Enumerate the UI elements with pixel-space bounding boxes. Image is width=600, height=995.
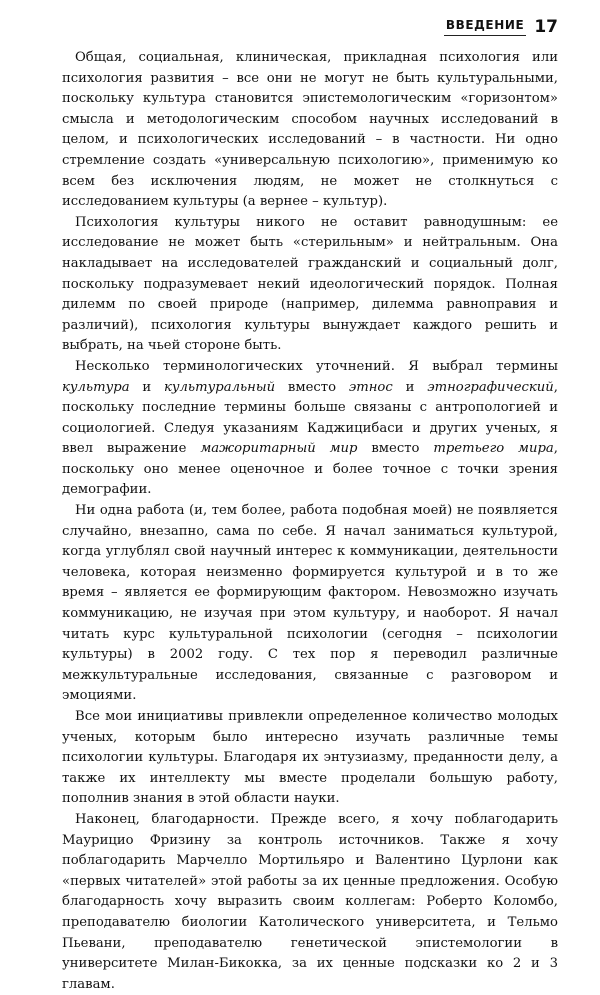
term-italic: культура — [62, 379, 130, 395]
term-italic: третьего мира — [433, 441, 554, 457]
page-number: 17 — [534, 17, 558, 37]
paragraph-1: Общая, социальная, клиническая, прикладная психология или психология развития – все они не могут не быть культуральными, поскольку культура становится эпистемологическим «горизонтом» смысла и методологическим способом научных исследований в целом, и психологических исследований – в частности. Ни одно стремление создать «универсальную психологию», применимую ко всем без исключения людям, не может не столкнуться с исследованием культуры (а вернее – культур). — [62, 50, 558, 210]
paragraph-3: Несколько терминологических уточнений. Я выбрал термины культура и культуральный вместо этнос и этнографический, поскольку последние термины больше связаны с антропологией и социологией. Следуя указаниям Каджицибаси и других ученых, я ввел выражение мажоритарный мир вместо третьего мира, поскольку оно менее оценочное и более точное с точки зрения демографии. — [62, 358, 558, 498]
body-text — [62, 48, 558, 995]
paragraph-6: Наконец, благодарности. Прежде всего, я хочу поблагодарить Маурицио Фризину за контроль источников. Также я хочу поблагодарить Марчелло Мортильяро и Валентино Цурлони как «первых читателей» этой работы за их ценные предложения. Особую благодарность хочу выразить своим коллегам: Роберто Коломбо, преподавателю биологии Католического университета, и Тельмо Пьевани, преподавателю генетической эпистемологии в университете Милан-Бикокка, за их ценные подсказки ко 2 и 3 главам. — [62, 811, 558, 992]
paragraph-5: Все мои инициативы привлекли определенное количество молодых ученых, которым было интересно изучать различные темы психологии культуры. Благодаря их энтузиазму, преданности делу, а также их интеллекту мы вместе проделали большую работу, пополнив знания в этой области науки. — [62, 709, 558, 807]
paragraph-4: Ни одна работа (и, тем более, работа подобная моей) не появляется случайно, внезапно, сама по себе. Я начал заниматься культурой, когда углублял свой научный интерес к коммуникации, деятельности человека, которая неизменно формируется культурой и в то же время – является ее формирующим фактором. Невозможно изучать коммуникацию, не изучая при этом культуру, и наоборот. Я начал читать курс культуральной психологии (сегодня – психологии культуры) в 2002 году. С тех пор я переводил различные межкультуральные исследования, связанные с разговором и эмоциями. — [62, 503, 558, 704]
paragraph-2: Психология культуры никого не оставит равнодушным: ее исследование не может быть «стерильным» и нейтральным. Она накладывает на исследователей гражданский и социальный долг, поскольку подразумевает некий идеологический порядок. Полная дилемм по своей природе (например, дилемма равноправия и различий), психология культуры вынуждает каждого решить и выбрать, на чьей стороне быть. — [62, 214, 558, 354]
running-head — [444, 18, 558, 36]
term-italic: мажоритарный мир — [200, 441, 358, 457]
section-label: ВВЕДЕНИЕ — [444, 18, 526, 36]
term-italic: культуральный — [164, 379, 276, 395]
term-italic: этнографический — [427, 379, 554, 395]
term-italic: этнос — [348, 379, 393, 395]
